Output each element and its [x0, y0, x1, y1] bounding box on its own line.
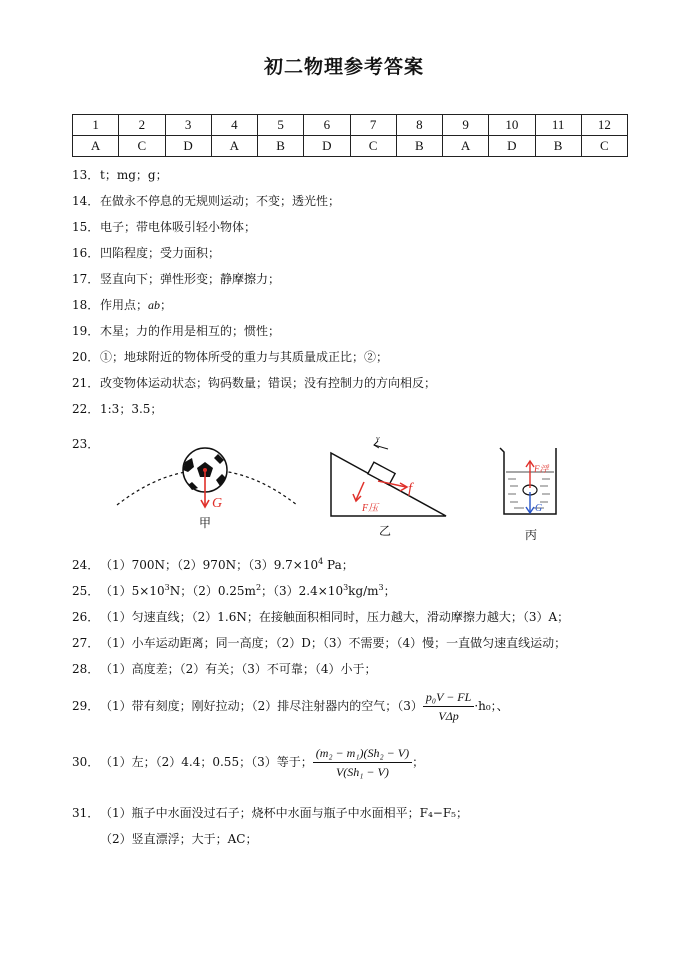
table-cell-number: 5	[258, 115, 304, 136]
svg-text:F浮: F浮	[534, 464, 549, 474]
table-cell-number: 3	[165, 115, 211, 136]
answer-line-31: 31．（1）瓶子中水面没过石子；烧杯中水面与瓶子中水面相平；F₄−F₅；	[72, 806, 468, 820]
answer-line-30: 30．（1）左；（2）4.4；0.55；（3）等于； $\frac{\text{(m₂ − m₁)(Sh₂ − V)}}{\text{V(Sh₁ − V)}}$ ；	[72, 746, 425, 779]
table-cell-number: 6	[304, 115, 350, 136]
figure-beaker-diagram	[494, 444, 568, 520]
table-cell-number: 9	[443, 115, 489, 136]
page-title: 初二物理参考答案	[263, 56, 424, 78]
answer-line-13: 13．t；mg；g；	[72, 168, 168, 182]
table-cell-answer: C	[581, 136, 627, 157]
svg-text:v: v	[376, 436, 380, 443]
answer-line-24: 24．（1）700N；（2）970N；$(3)9.7\times 10^4$ Pa；	[72, 557, 354, 572]
table-cell-number: 11	[535, 115, 581, 136]
caption-bing: 丙	[525, 528, 538, 542]
answer-line-21: 21．改变物体运动状态；钩码数量；错误；没有控制力的方向相反；	[72, 376, 437, 390]
table-cell-answer: D	[489, 136, 535, 157]
answer-line-23: 23．	[72, 437, 100, 451]
table-cell-answer: B	[535, 136, 581, 157]
table-cell-number: 4	[211, 115, 257, 136]
table-cell-answer: D	[304, 136, 350, 157]
formula-29: $\frac{\text{p₀V − FL}}{\text{VΔp}}$	[423, 688, 474, 725]
table-cell-answer: A	[211, 136, 257, 157]
answer-line-16: 16．凹陷程度；受力面积；	[72, 246, 221, 260]
table-cell-number: 1	[73, 115, 119, 136]
table-cell-number: 10	[489, 115, 535, 136]
answer-line-20: 20．①；地球附近的物体所受的重力与其质量成正比；②；	[72, 350, 389, 364]
answer-line-18: 18．作用点；ab；	[72, 298, 173, 312]
caption-jia: 甲	[199, 516, 212, 530]
answer-line-29: 29．（1）带有刻度；刚好拉动；（2）排尽注射器内的空气；（3） $\frac{\text{p₀V − FL}}{\text{VΔp}}$ ·h₀；、	[72, 690, 509, 723]
table-row-answers	[73, 136, 628, 157]
table-cell-number: 7	[350, 115, 396, 136]
caption-yi: 乙	[379, 524, 392, 538]
table-cell-answer: D	[165, 136, 211, 157]
answer-line-26: 26．（1）匀速直线；（2）1.6N；在接触面积相同时，压力越大，滑动摩擦力越大；（3）A；	[72, 610, 570, 624]
answer-line-31-part2: （2）竖直漂浮；大于；AC；	[100, 832, 258, 846]
formula-30: $\frac{\text{(m₂ − m₁)(Sh₂ − V)}}{\text{V(Sh₁ − V)}}$	[313, 744, 412, 781]
table-cell-answer: A	[73, 136, 119, 157]
answer-line-15: 15．电子；带电体吸引轻小物体；	[72, 220, 257, 234]
table-cell-answer: B	[396, 136, 442, 157]
svg-text:F压: F压	[362, 503, 379, 514]
figure-incline-diagram	[326, 436, 452, 522]
answer-line-25: 25．$(1)5\times 10^3N$；$(2)0.25m^2$；$(3)2.4\times 10^3kg/m^3$；	[72, 583, 396, 598]
table-cell-number: 12	[581, 115, 627, 136]
table-cell-answer: B	[258, 136, 304, 157]
table-cell-answer: A	[443, 136, 489, 157]
answer-table	[72, 114, 628, 157]
svg-text:G: G	[535, 503, 543, 514]
answer-line-19: 19．木星；力的作用是相互的；惯性；	[72, 324, 281, 338]
answer-line-22: 22．1:3；3.5；	[72, 402, 163, 416]
table-cell-number: 8	[396, 115, 442, 136]
table-cell-number: 2	[119, 115, 165, 136]
answer-line-27: 27．（1）小车运动距离；同一高度；（2）D；（3）不需要；（4）慢；一直做匀速直线运动；	[72, 636, 567, 650]
answer-line-17: 17．竖直向下；弹性形变；静摩擦力；	[72, 272, 281, 286]
answer-line-28: 28．（1）高度差；（2）有关；（3）不可靠；（4）小于；	[72, 662, 377, 676]
table-cell-answer: C	[119, 136, 165, 157]
table-row-numbers	[73, 115, 628, 136]
table-cell-answer: C	[350, 136, 396, 157]
svg-text:f: f	[408, 481, 413, 497]
svg-text:G: G	[212, 496, 223, 511]
answer-line-14: 14．在做永不停息的无规则运动；不变；透光性；	[72, 194, 341, 208]
